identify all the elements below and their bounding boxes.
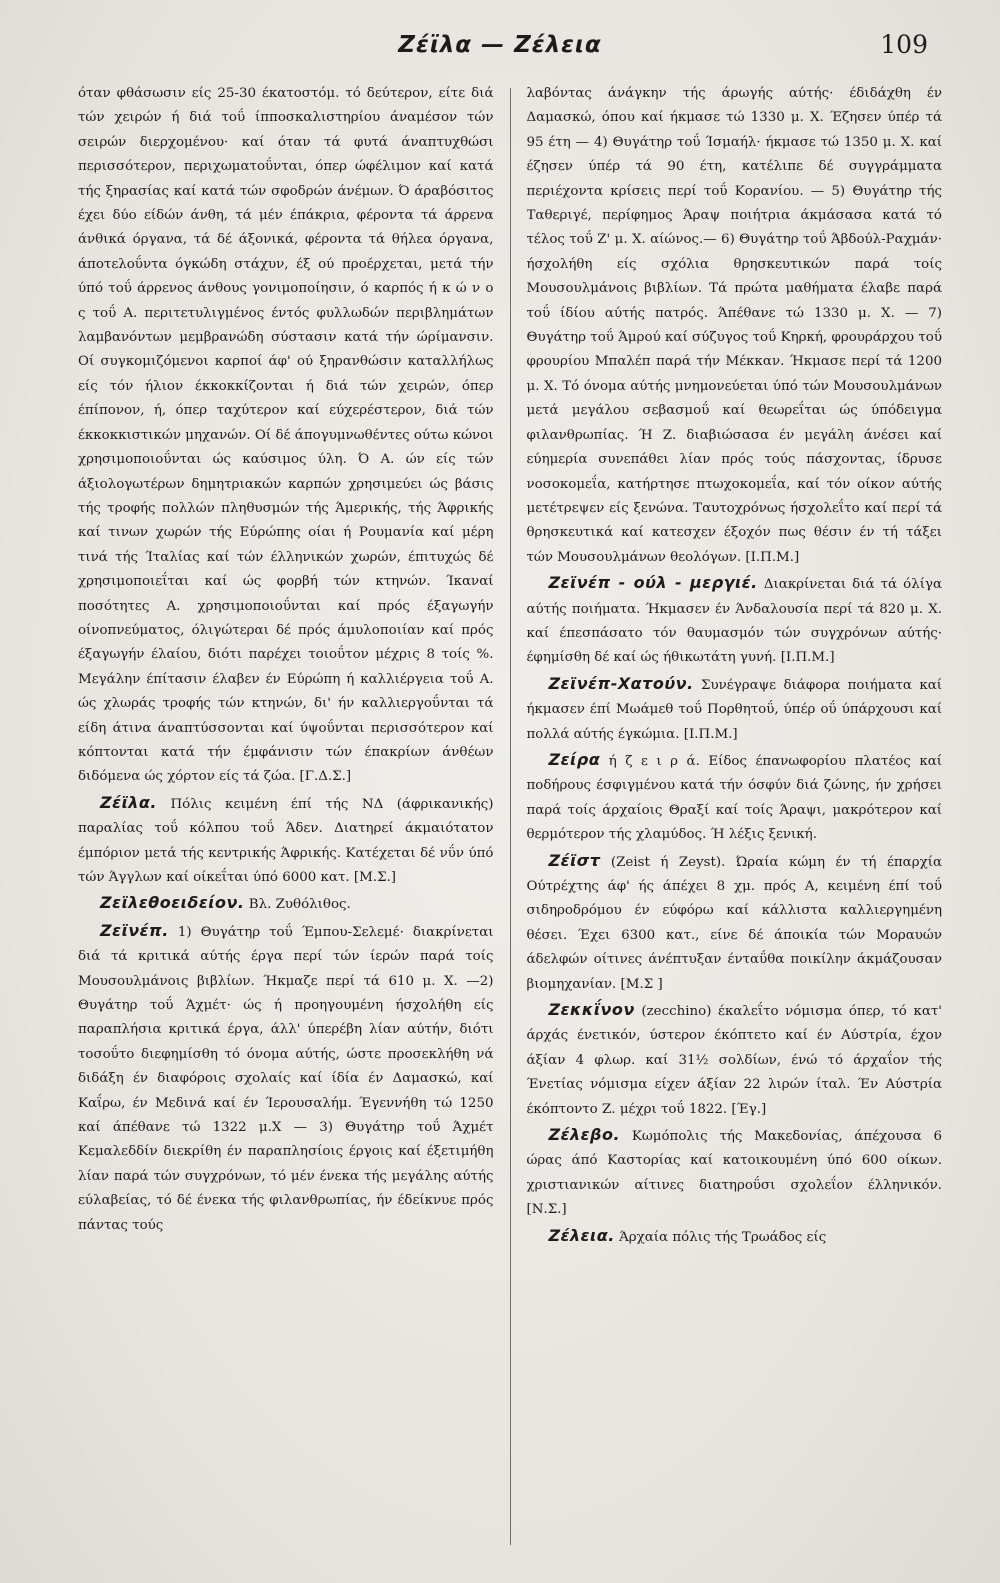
entry-zeilethoeideion [78, 891, 494, 917]
headword: Ζέλεια. [548, 1225, 615, 1245]
entry-zeist [527, 849, 943, 997]
headword: Ζεϊνέπ - ούλ - μεργιέ. [548, 573, 758, 593]
entry-text: ή ζ ε ι ρ ά. Είδος έπανωφορίου πλατέος καί ποδήρους έσφιγμένου κατά τήν όσφύν διά ζώνης, ήν χρήσει παρά τοίς άρχαίοις Θραξί καί τοίς Άραψι, μακρότερον καί θερμότερον τής χλαμύδος. Ή λέξις ξενική. [526, 753, 942, 843]
headword: Ζεϊλεθοειδείον. [100, 893, 245, 913]
entry-text: 1) Θυγάτηρ τοΰ Έμπου-Σελεμέ· διακρίνεται διά τά κριτικά αύτής έργα περί τών ίερών παρά τοίς Μουσουλμάνοις βιβλίων. Ήκμαζε περί τά 610 μ. Χ. —2) Θυγάτηρ τοΰ Άχμέτ· ώς ή προηγουμένη ήσχολήθη είς παραπλήσια κριτικά έργα, άλλ' ύπερέβη λίαν αύτήν, διότι τοσοΰτο διεφημίσθη τό όνομα αύτής, ώστε προσεκλήθη νά διδάξη έν διαφόροις σχολαίς καί ίδία έν Δαμασκώ, καί Καΐρω, έν Μεδινά καί έν Ίερουσαλήμ. Έγεννήθη τώ 1250 καί άπέθανε τώ 1322 μ.Χ — 3) Θυγάτηρ τοΰ Άχμέτ Κεμαλεδδίν διεκρίθη έν παραπλησίοις έργοις καί έξετιμήθη λίαν παρά τών συγχρόνων, τό μέν ένεκα τής μεγάλης αύτής εύλαβείας, τό δέ ένεκα τής φιλανθρωπίας, ήν έδείκνυε πρός πάντας τούς [78, 924, 494, 1233]
text-columns [78, 82, 942, 1565]
headword: Ζέϊλα. [100, 792, 157, 812]
entry-zeila [78, 791, 494, 891]
running-head [60, 28, 940, 68]
entry-text: Συνέγραψε διάφορα ποιήματα καί ήκμασεν έπί Μωάμεθ τοΰ Πορθητοΰ, ύπέρ οΰ ύπάρχουσι καί πολλά αύτής έγκώμια. [Ι.Π.Μ.] [526, 677, 942, 742]
continued-paragraph [527, 82, 943, 570]
entry-zeinep [78, 919, 494, 1238]
right-column [527, 82, 943, 1565]
headword: Ζέλεβο. [548, 1125, 621, 1145]
paragraph-text: λαβόντας άνάγκην τής άρωγής αύτής· έδιδάχθη έν Δαμασκώ, όπου καί ήκμασε τώ 1330 μ. Χ. Έζησεν ύπέρ τά 95 έτη — 4) Θυγάτηρ τοΰ Ίσμαήλ· ήκμασε τώ 1350 μ. Χ. καί έζησεν ύπέρ τά 90 έτη, κατέλιπε δέ συγγράμματα περιέχοντα κρίσεις περί τοΰ Κορανίου. — 5) Θυγάτηρ τής Ταθεριγέ, περίφημος Άραψ ποιήτρια άκμάσασα κατά τό τέλος τοΰ Ζ' μ. Χ. αίώνος.— 6) Θυγάτηρ τοΰ Άβδούλ-Ραχμάν· ήσχολήθη είς σχόλια θρησκευτικών παρά τοίς Μουσουλμάνοις βιβλίων. Τά πρώτα μαθήματα έλαβε παρά τοΰ ίδίου αύτής πατρός. Άπέθανε τώ 1330 μ. Χ. — 7) Θυγάτηρ τοΰ Άμρού καί σύζυγος τοΰ Κηρκή, φρουράρχου τοΰ φρουρίου Μπαλέπ παρά τήν Μέκκαν. Ήκμασε περί τά 1200 μ. Χ. Τό όνομα αύτής μνημονεύεται ύπό τών Μουσουλμάνων μετά μεγάλου σεβασμοΰ καί θεωρεΐται ώς ύπόδειγμα φιλανθρωπίας. Ή Ζ. διαβιώσασα έν μεγάλη άνέσει καί εύημερία συνεπάθει λίαν πρός τούς πάσχοντας, ίδρυσε νοσοκομεΐα, κατήρτησε πτωχοκομεΐα, καί τόν οίκον αύτής μετέτρεψεν είς ξενώνα. Ταυτοχρόνως ήσχολεΐτο καί περί τά θρησκευτικά καί κατεσχεν έξοχόν πως θέσιν έν τή τάξει τών Μουσουλμάνων θεολόγων. [Ι.Π.Μ.] [526, 86, 942, 565]
entry-zeira [527, 748, 943, 848]
entry-text: Πόλις κειμένη έπί τής ΝΔ (άφρικανικής) παραλίας τοΰ κόλπου τοΰ Άδεν. Διατηρεί άκμαιότατον έμπόριον μετά τής κεντρικής Άφρικής. Κατέχεται δέ νΰν ύπό τών Άγγλων καί οίκεΐται ύπό 6000 κατ. [Μ.Σ.] [78, 796, 494, 885]
entry-zelevo [527, 1123, 943, 1223]
entry-zeinep-oul-mergie [527, 571, 943, 671]
entry-text: (Zeist ή Zeyst). Ώραία κώμη έν τή έπαρχία Ούτρέχτης άφ' ής άπέχει 8 χμ. πρός Α, κειμένη έπί τοΰ σιδηροδρόμου έν εύφόρω καί κάλλιστα καλλιεργημένη θέσει. Έχει 6300 κατ., είνε δέ άποικία τών Μοραυών άδελφών οίτινες άνέπτυξαν ένταΰθα ποικίλην άκμάζουσαν βιομηχανίαν. [Μ.Σ ] [526, 854, 942, 992]
headword: Ζεϊνέπ-Χατούν. [548, 673, 694, 693]
entry-text: (zecchino) έκαλεΐτο νόμισμα όπερ, τό κατ' άρχάς ένετικόν, ύστερον έκόπτετο καί έν Αύστρία, έχον άξίαν 4 φλωρ. καί 31½ σολδίων, ένώ τό άρχαΐον τής Ένετίας νόμισμα είχεν άξίαν 22 λιρών ίταλ. Έν Αύστρία έκόπτοντο Ζ. μέχρι τοΰ 1822. [Έγ.] [526, 1004, 942, 1117]
entry-text: Βλ. Ζυθόλιθος. [244, 897, 351, 913]
headword: Ζείρα [548, 749, 601, 769]
continued-paragraph [78, 82, 494, 790]
column-divider [510, 88, 511, 1545]
entry-text: Άρχαία πόλις τής Τρωάδος είς [614, 1229, 827, 1245]
page-number: 109 [880, 30, 928, 59]
entry-zeinep-hatoun [527, 672, 943, 747]
entry-text: Διακρίνεται διά τά όλίγα αύτής ποιήματα. Ήκμασεν έν Άνδαλουσία περί τά 820 μ. Χ. καί έπεσπάσατο τόν θαυμασμόν τών συγχρόνων αύτής· έφημίσθη δέ καί ώς ήθικωτάτη γυνή. [Ι.Π.Μ.] [526, 577, 942, 666]
headword: Ζεϊνέπ. [100, 920, 169, 940]
paragraph-text: όταν φθάσωσιν είς 25-30 έκατοστόμ. τό δεύτερον, είτε διά τών χειρών ή διά τοΰ ίπποσκαλιστηρίου άναμέσον τών σειρών διερχομένου· καί όταν τά φυτά άναπτυχθώσι περισσότερον, περιχωματοΰνται, όπερ ώφέλιμον καί κατά τής ξηρασίας καί κατά τών σφοδρών άνέμων. Ό άραβόσιτος έχει δύο είδών άνθη, τά μέν έπάκρια, φέροντα τά άρρενα άνθικά όργανα, τά δέ άξονικά, φέροντα τά θήλεα όργανα, άποτελοΰντα όγκώδη στάχυν, έξ ού προέρχεται, μετά τήν ύπό τοΰ άρρενος άνθους γονιμοποίησιν, ό καρπός ή κ ώ ν ο ς τοΰ Α. περιτετυλιγμένος έντός φυλλωδών περιβλημάτων λαμβανόντων μεμβρανώδη σύστασιν κατά τήν ώρίμανσιν. Οί συγκομιζόμενοι καρποί άφ' ού ξηρανθώσιν καταλλήλως είς τόν ήλιον έκκοκκίζονται ή διά τών χειρών, όπερ έπίπονον, ή, όπερ ταχύτερον καί εύχερέστερον, διά τών έκκοκκιστικών μηχανών. Οί δέ άπογυμνωθέντες ούτω κώνοι χρησιμοποιοΰνται ώς καύσιμος ύλη. Ό Α. ών είς τών άξιολογωτέρων δημητριακών καρπών χρησιμεύει ώς βάσις τής τροφής πολλών πληθυσμών τής Άμερικής, τής Άφρικής καί τινων χωρών τής Εύρώπης οίαι ή Ρουμανία καί μέρη τινά τής Ίταλίας καί τών έλληνικών χωρών, έπιτυχώς δέ χρησιμοποιεΐται καί ώς φορβή τών κτηνών. Ίκαναί ποσότητες Α. χρησιμοποιοΰνται καί πρός έξαγωγήν οίνοπνεύματος, όλιγώτεραι δέ πρός άμυλοποιίαν καί πρός έξαγωγήν έλαίου, διότι παρέχει τοιοΰτον μέχρις 8 τοίς %. Μεγάλην έπίτασιν έλαβεν έν Εύρώπη ή καλλιέργεια τοΰ Α. ώς χλωράς τροφής τών κτηνών, δι' ήν καλλιεργοΰνται τά είδη άτινα άναπτύσσονται καί ύψοΰνται περισσότερον καί κόπτονται κατά τήν έμφάνισιν τών έπακρίων άνθέων διδόμενα ώς χόρτον είς τά ζώα. [Γ.Δ.Σ.] [78, 86, 494, 785]
entry-zekkinon [527, 998, 943, 1122]
left-column [78, 82, 494, 1565]
running-head-title: Ζέϊλα — Ζέλεια [398, 32, 602, 58]
headword: Ζεκκΐνον [548, 1000, 635, 1020]
entry-text: Κωμόπολις τής Μακεδονίας, άπέχουσα 6 ώρας άπό Καστορίας καί κατοικουμένη ύπό 600 οίκων. χριστιανικών αίτινες διατηροΰσι σχολεΐον έλληνικόν. [Ν.Σ.] [526, 1129, 942, 1218]
entry-zeleia [527, 1224, 943, 1250]
headword: Ζέϊστ [548, 850, 601, 870]
